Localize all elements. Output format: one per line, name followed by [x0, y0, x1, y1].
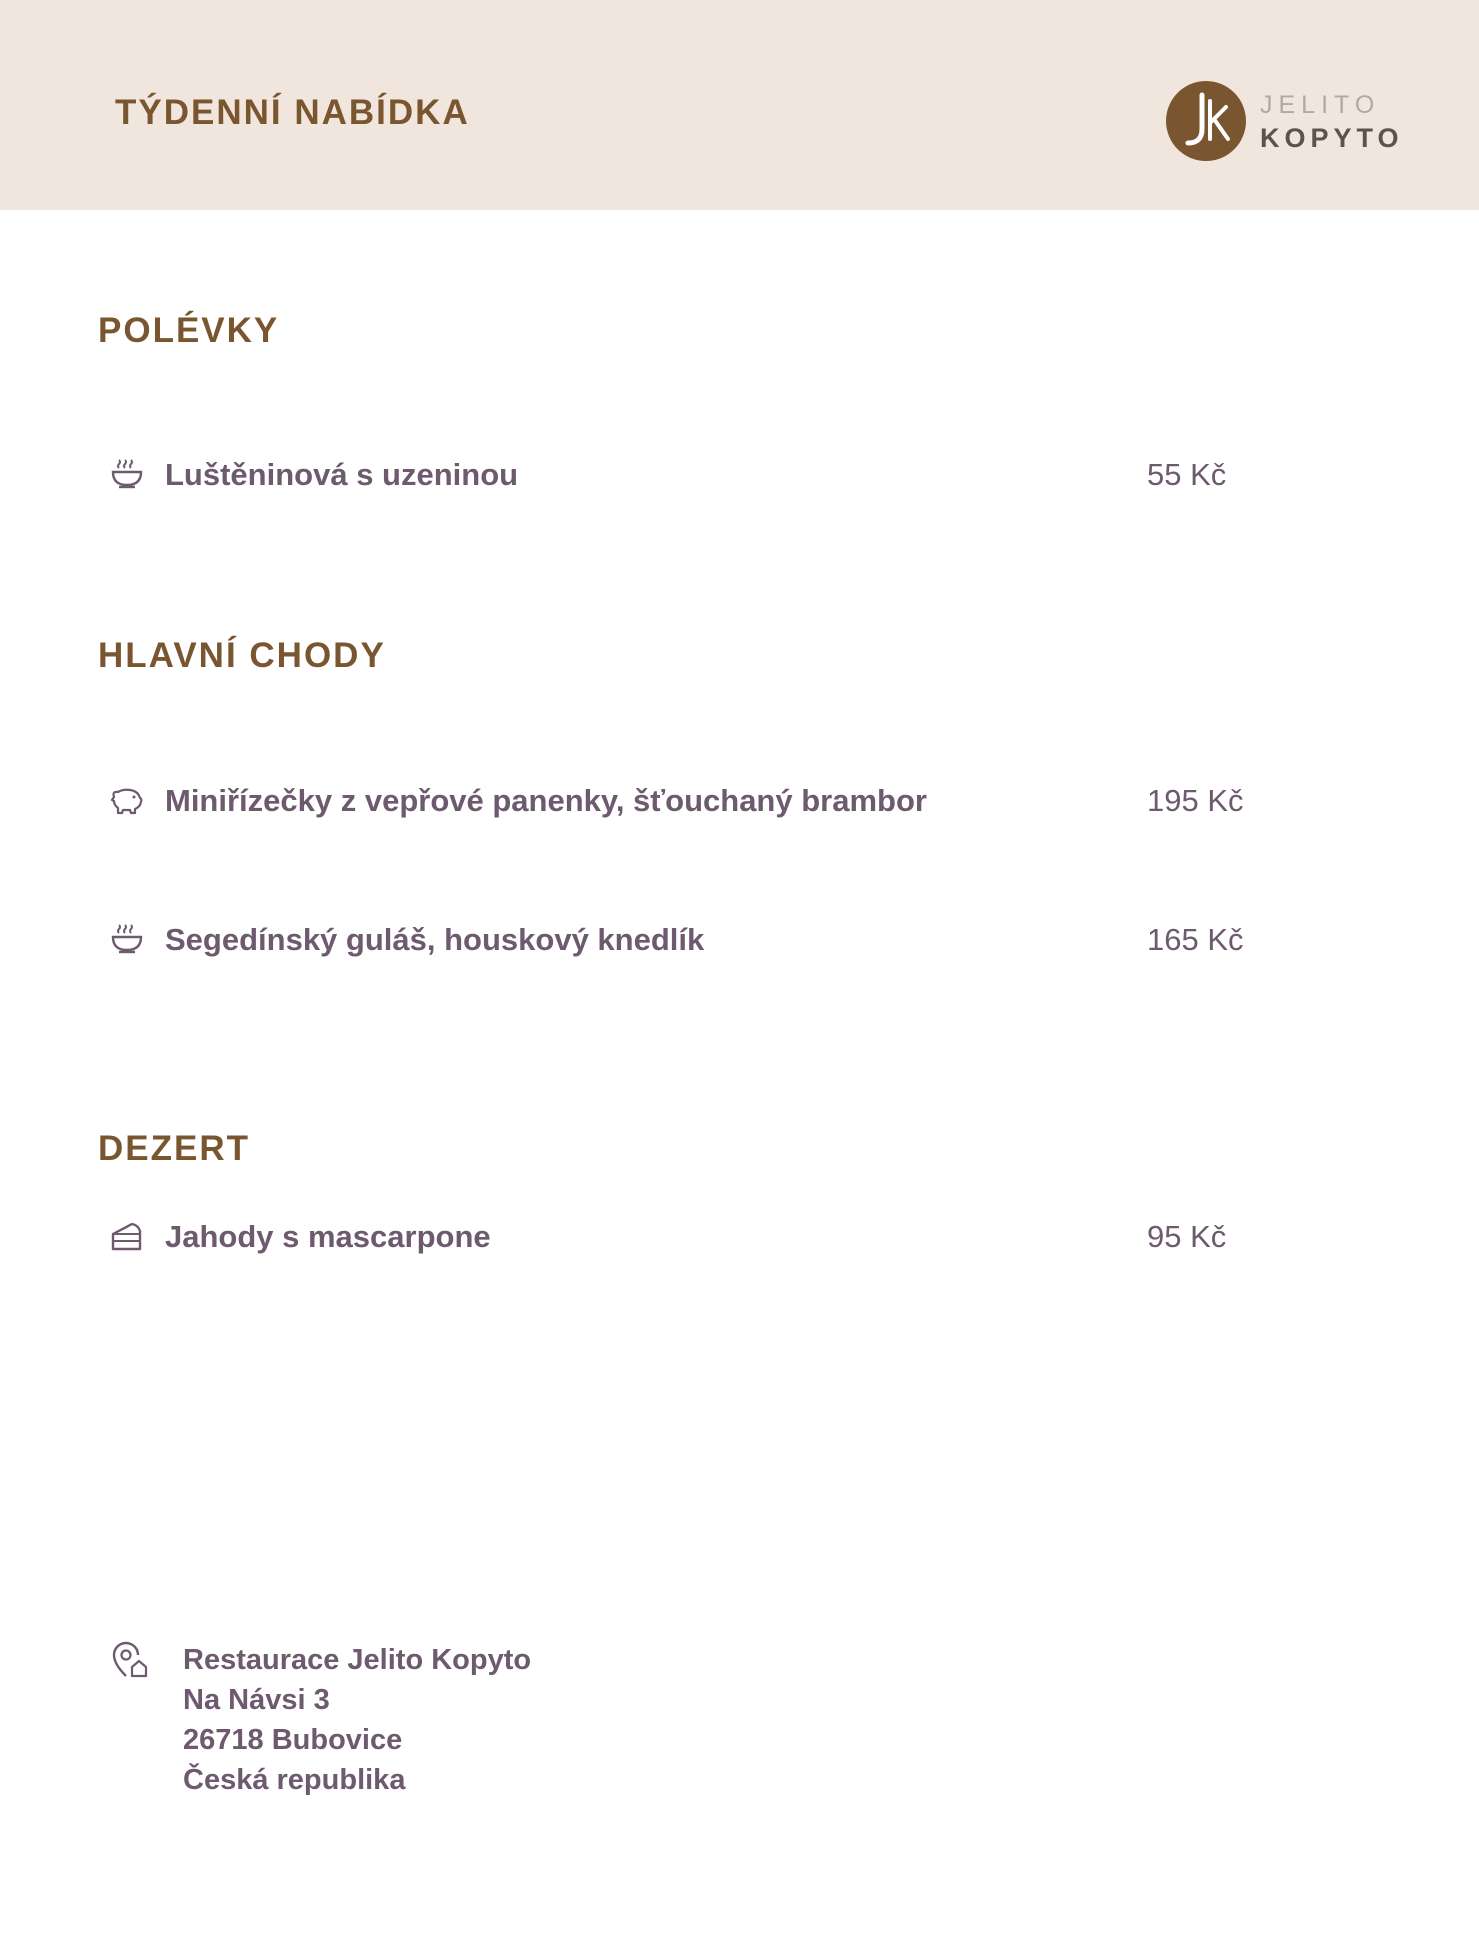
item-name: Luštěninová s uzeninou [165, 457, 519, 492]
menu-item [110, 920, 1260, 960]
header [0, 0, 1479, 210]
section-title-dezert: DEZERT [98, 1129, 250, 1168]
menu-item [110, 1217, 1260, 1257]
location-home-icon [110, 1640, 150, 1680]
item-price: 95 Kč [1147, 1219, 1227, 1254]
page-title: TÝDENNÍ NABÍDKA [115, 93, 470, 132]
item-name: Segedínský guláš, houskový knedlík [165, 922, 705, 957]
pig-icon [110, 783, 144, 817]
section-title-polevky: POLÉVKY [98, 311, 280, 350]
item-name: Jahody s mascarpone [165, 1219, 491, 1254]
menu-item [110, 781, 1260, 821]
address-name: Restaurace Jelito Kopyto [183, 1644, 532, 1676]
section-title-hlavni-chody: HLAVNÍ CHODY [98, 636, 386, 675]
item-price: 165 Kč [1147, 922, 1244, 957]
logo-line1: JELITO [1260, 91, 1381, 119]
address-lines [183, 1640, 531, 1800]
item-price: 195 Kč [1147, 783, 1244, 818]
item-price: 55 Kč [1147, 457, 1227, 492]
soup-bowl-icon [110, 922, 144, 956]
soup-bowl-icon [110, 457, 144, 491]
logo-line2: KOPYTO [1260, 123, 1404, 153]
item-name: Miniřízečky z vepřové panenky, šťouchaný brambor [165, 783, 927, 818]
logo-mark [1166, 81, 1246, 161]
address-city: 26718 Bubovice [183, 1724, 403, 1756]
address-country: Česká republika [183, 1764, 406, 1796]
address-street: Na Návsi 3 [183, 1684, 330, 1716]
menu-item [110, 455, 1260, 495]
logo [1166, 81, 1404, 161]
cake-icon [110, 1219, 144, 1253]
